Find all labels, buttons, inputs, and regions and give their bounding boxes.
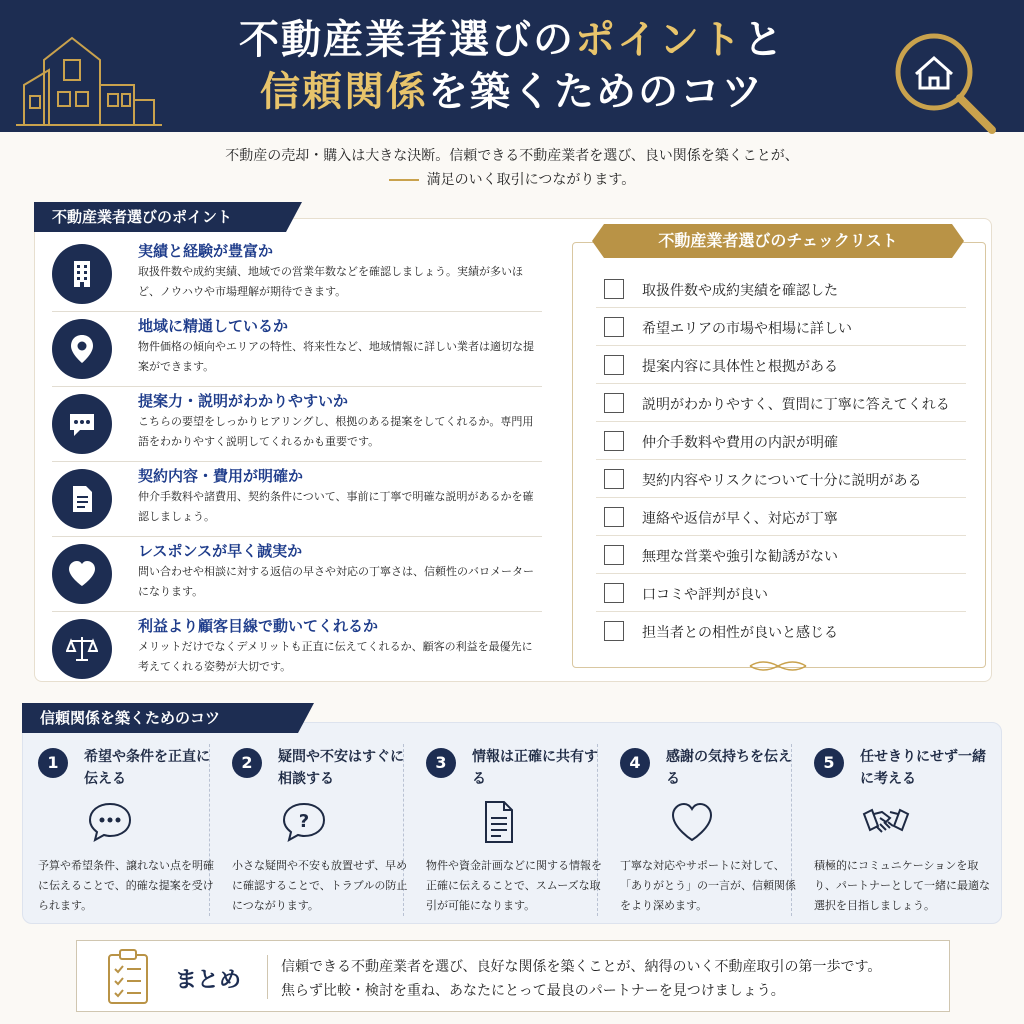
chat-dots-icon <box>86 800 134 844</box>
tip-title: 疑問や不安はすぐに相談する <box>278 749 404 787</box>
point-item <box>52 240 542 312</box>
checklist-item[interactable] <box>596 536 966 574</box>
point-item <box>52 615 542 687</box>
point-title: 地域に精通しているか <box>138 317 289 335</box>
checklist-label: 取扱件数や成約実績を確認した <box>642 283 838 299</box>
checklist-label: 仲介手数料や費用の内訳が明確 <box>642 435 838 451</box>
points-heading: 不動産業者選びのポイント <box>34 202 286 232</box>
clipboard-checklist-icon <box>105 947 151 1007</box>
checklist-item[interactable] <box>596 270 966 308</box>
checklist-label: 無理な営業や強引な勧誘がない <box>642 549 838 565</box>
tip-item <box>24 744 214 916</box>
point-title: 実績と経験が豊富か <box>138 242 274 260</box>
point-description: 問い合わせや相談に対する返信の早さや対応の丁寧さは、信頼性のバロメーターになります。 <box>138 565 534 598</box>
checklist-item[interactable] <box>596 422 966 460</box>
checkbox[interactable] <box>604 507 624 527</box>
ornament-line-icon <box>389 179 419 181</box>
tip-description: 小さな疑問や不安も放置せず、早めに確認することで、トラブルの防止につながります。 <box>232 859 408 912</box>
checkbox[interactable] <box>604 317 624 337</box>
point-item <box>52 465 542 537</box>
point-title: レスポンスが早く誠実か <box>138 542 303 560</box>
tip-item <box>800 744 990 916</box>
document-icon <box>474 800 522 844</box>
checkbox[interactable] <box>604 355 624 375</box>
tip-number: 5 <box>814 748 844 778</box>
checkbox[interactable] <box>604 621 624 641</box>
intro-text: 不動産の売却・購入は大きな決断。信頼できる不動産業者を選び、良い関係を築くことが、 満足のいく取引につながります。 <box>225 148 799 188</box>
heart-outline-icon <box>668 800 716 844</box>
checklist-item[interactable] <box>596 498 966 536</box>
point-description: こちらの要望をしっかりヒアリングし、根拠のある提案をしてくれるか。専門用語をわかりやすく説明してくれるかも重要です。 <box>138 415 534 448</box>
checklist-label: 提案内容に具体性と根拠がある <box>642 359 838 375</box>
title-line-2: 信頼関係を築くためのコツ <box>260 69 764 115</box>
tip-title: 希望や条件を正直に伝える <box>84 749 210 787</box>
checklist-label: 担当者との相性が良いと感じる <box>642 625 838 641</box>
summary-text: 信頼できる不動産業者を選び、良好な関係を築くことが、納得のいく不動産取引の第一歩です。 焦らず比較・検討を重ね、あなたにとって最良のパートナーを見つけましょう。 <box>281 959 882 999</box>
checklist-heading: 不動産業者選びのチェックリスト <box>604 224 952 258</box>
tip-title: 任せきりにせず一緒に考える <box>860 749 986 787</box>
point-title: 利益より顧客目線で動いてくれるか <box>138 617 379 635</box>
point-description: 取扱件数や成約実績、地域での営業年数などを確認しましょう。実績が多いほど、ノウハウや市場理解が期待できます。 <box>138 265 523 298</box>
checklist-item[interactable] <box>596 384 966 422</box>
scales-icon <box>52 619 112 679</box>
handshake-icon <box>862 800 910 844</box>
point-description: 仲介手数料や諸費用、契約条件について、事前に丁寧で明確な説明があるかを確認しましょう。 <box>138 490 534 523</box>
building-icon <box>52 244 112 304</box>
checklist-label: 希望エリアの市場や相場に詳しい <box>642 321 852 337</box>
tips-heading: 信頼関係を築くためのコツ <box>22 703 298 733</box>
tip-item <box>606 744 796 916</box>
tip-item <box>412 744 602 916</box>
location-pin-icon <box>52 319 112 379</box>
summary-label: まとめ <box>175 968 242 993</box>
tip-number: 1 <box>38 748 68 778</box>
point-item <box>52 390 542 462</box>
checklist-item[interactable] <box>596 460 966 498</box>
title-line-1: 不動産業者選びのポイントと <box>239 17 785 63</box>
heart-icon <box>52 544 112 604</box>
svg-text:?: ? <box>298 811 310 832</box>
point-title: 提案力・説明がわかりやすいか <box>138 392 349 410</box>
checklist-item[interactable] <box>596 308 966 346</box>
tip-number: 4 <box>620 748 650 778</box>
point-description: メリットだけでなくデメリットも正直に伝えてくれるか、顧客の利益を最優先に考えてくれる姿勢が大切です。 <box>138 640 533 673</box>
checklist-label: 口コミや評判が良い <box>642 587 768 603</box>
tip-number: 2 <box>232 748 262 778</box>
header-banner <box>0 0 1024 132</box>
checklist-item[interactable] <box>596 574 966 612</box>
checkbox[interactable] <box>604 469 624 489</box>
point-item <box>52 540 542 612</box>
checkbox[interactable] <box>604 545 624 565</box>
checklist-item[interactable] <box>596 346 966 384</box>
tip-number: 3 <box>426 748 456 778</box>
point-description: 物件価格の傾向やエリアの特性、将来性など、地域情報に詳しい業者は適切な提案ができます。 <box>138 340 534 373</box>
summary-divider <box>267 955 268 999</box>
checklist-label: 説明がわかりやすく、質問に丁寧に答えてくれる <box>642 397 950 413</box>
point-item <box>52 315 542 387</box>
ornament-flourish-icon <box>748 656 808 676</box>
tip-description: 予算や希望条件、譲れない点を明確に伝えることで、的確な提案を受けられます。 <box>38 859 214 912</box>
tip-description: 積極的にコミュニケーションを取り、パートナーとして一緒に最適な選択を目指しましょう。 <box>814 859 990 912</box>
speech-bubble-icon <box>52 394 112 454</box>
question-bubble-icon <box>280 800 328 844</box>
checkbox[interactable] <box>604 279 624 299</box>
tip-title: 情報は正確に共有する <box>472 749 598 787</box>
summary-box <box>76 940 950 1012</box>
tip-description: 物件や資金計画などに関する情報を正確に伝えることで、スムーズな取引が可能になります。 <box>426 859 602 912</box>
house-illustration-icon <box>14 30 164 130</box>
checkbox[interactable] <box>604 393 624 413</box>
checklist-item[interactable] <box>596 612 966 650</box>
checklist-label: 契約内容やリスクについて十分に説明がある <box>642 473 922 489</box>
checkbox[interactable] <box>604 431 624 451</box>
magnifier-house-icon <box>886 28 1002 138</box>
checkbox[interactable] <box>604 583 624 603</box>
tip-description: 丁寧な対応やサポートに対して、「ありがとう」の一言が、信頼関係をより深めます。 <box>620 859 796 912</box>
point-title: 契約内容・費用が明確か <box>138 467 304 485</box>
document-icon <box>52 469 112 529</box>
tip-item <box>218 744 408 916</box>
tip-title: 感謝の気持ちを伝える <box>666 749 792 787</box>
checklist-label: 連絡や返信が早く、対応が丁寧 <box>642 511 838 527</box>
